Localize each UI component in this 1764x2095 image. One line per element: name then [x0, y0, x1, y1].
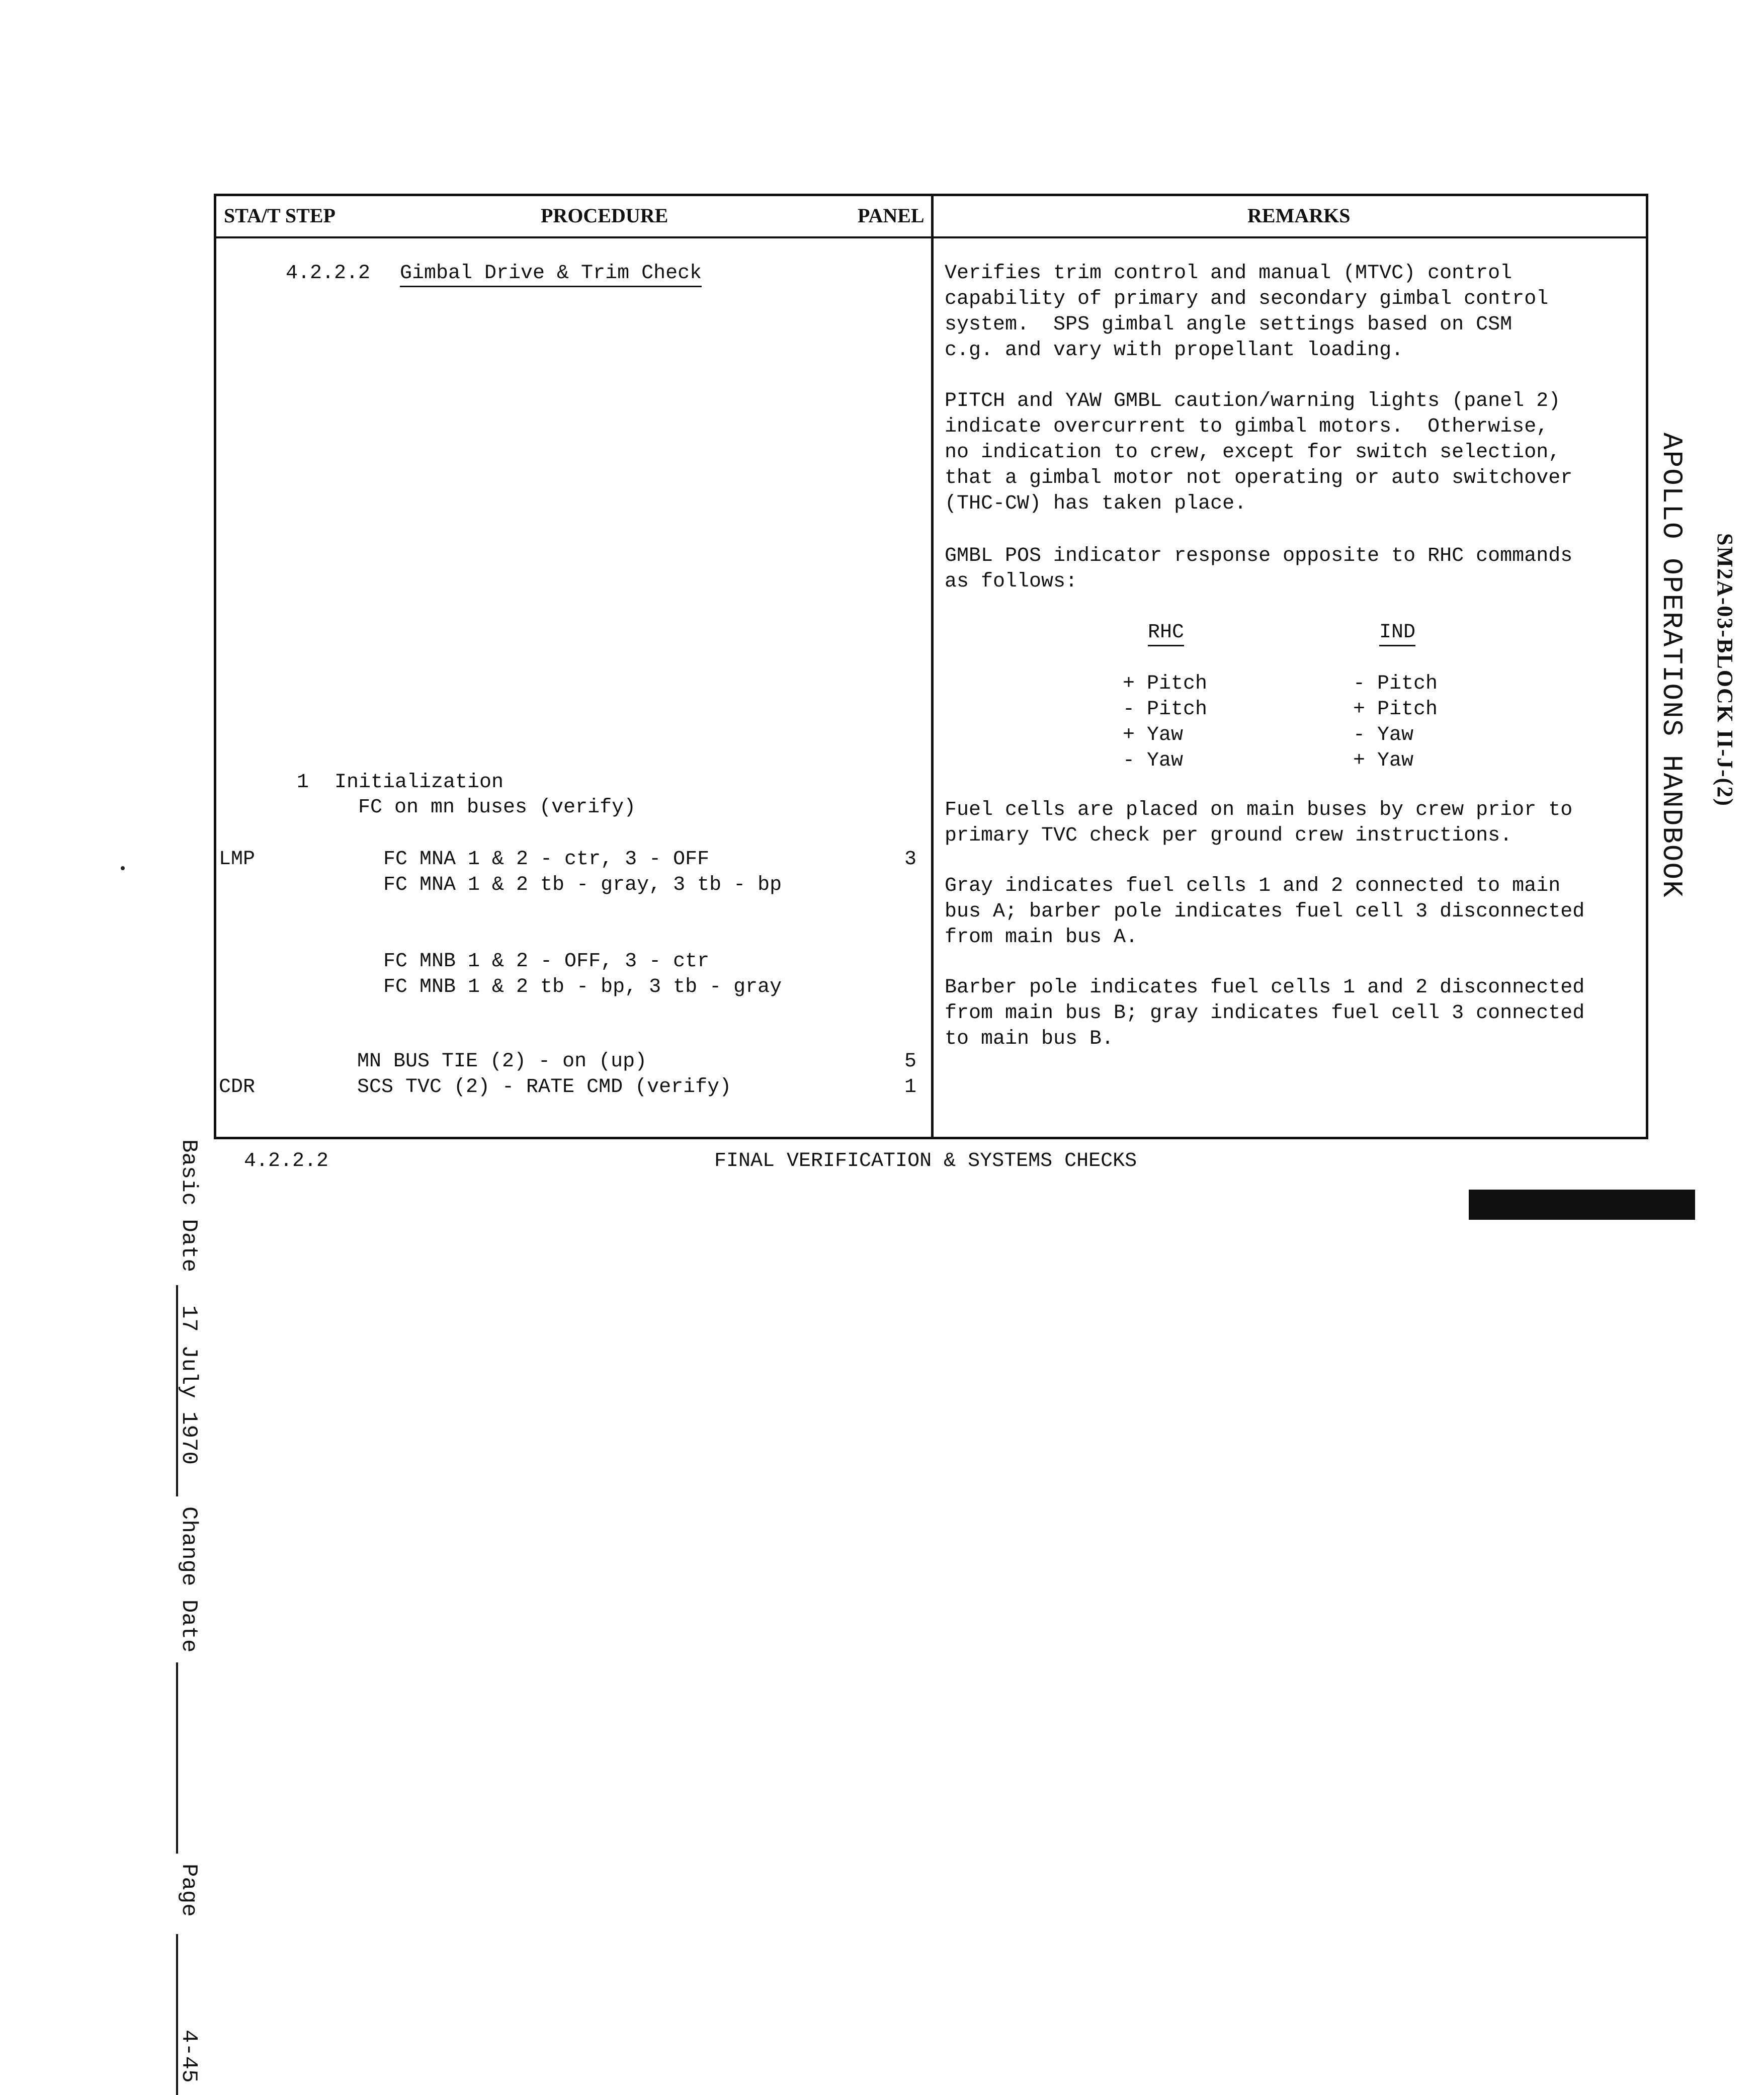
basic-date-label: Basic Date [176, 1139, 201, 1273]
rhc-value: - Yaw [1123, 749, 1184, 772]
procedure-line: MN BUS TIE (2) - on (up) [357, 1050, 647, 1073]
remarks-paragraph-3 [945, 543, 1572, 595]
remarks-line: Barber pole indicates fuel cells 1 and 2 disconnected [945, 976, 1585, 999]
column-divider [931, 194, 934, 1139]
section-title-text: Gimbal Drive & Trim Check [400, 262, 702, 287]
remarks-paragraph-1 [945, 261, 1548, 363]
ind-value: - Yaw [1353, 724, 1414, 746]
rhc-header [1148, 620, 1184, 645]
right-margin-titles [1647, 433, 1743, 936]
step-number: 1 [297, 771, 309, 794]
step-title: Initialization [334, 771, 504, 794]
remarks-line: as follows: [945, 570, 1078, 593]
ind-header-text: IND [1379, 621, 1415, 646]
remarks-line: that a gimbal motor not operating or auto switchover [945, 467, 1573, 489]
procedure-line: FC MNB 1 & 2 - OFF, 3 - ctr [383, 950, 710, 973]
page-label: Page [176, 1864, 201, 1917]
rhc-header-text: RHC [1148, 621, 1184, 646]
header-panel: PANEL [858, 204, 925, 227]
remarks-line: Gray indicates fuel cells 1 and 2 connected to main [945, 875, 1561, 897]
header-sta-step: STA/T STEP [224, 204, 335, 227]
header-remarks: REMARKS [1247, 204, 1351, 227]
remarks-line: primary TVC check per ground crew instructions. [945, 824, 1513, 847]
remarks-line: Fuel cells are placed on main buses by crew prior to [945, 799, 1573, 821]
redaction-bar [1469, 1190, 1695, 1220]
stray-mark [121, 866, 125, 870]
procedure-line: FC MNA 1 & 2 - ctr, 3 - OFF [383, 848, 710, 871]
remarks-line: system. SPS gimbal angle settings based on CSM [945, 313, 1513, 336]
remarks-line: indicate overcurrent to gimbal motors. Otherwise, [945, 415, 1549, 438]
ind-header [1379, 620, 1415, 645]
procedure-line: FC MNA 1 & 2 tb - gray, 3 tb - bp [383, 874, 782, 896]
change-date-label: Change Date [176, 1506, 201, 1653]
procedure-line: FC on mn buses (verify) [358, 796, 636, 819]
rhc-value: - Pitch [1123, 698, 1208, 721]
section-number: 4.2.2.2 [286, 262, 371, 285]
remarks-line: capability of primary and secondary gimbal control [945, 288, 1549, 310]
remarks-line: to main bus B. [945, 1028, 1114, 1050]
ind-value: + Pitch [1353, 698, 1438, 721]
remarks-line: (THC-CW) has taken place. [945, 492, 1247, 515]
panel-number: 3 [904, 848, 917, 871]
station-label: LMP [219, 848, 256, 871]
ind-value: + Yaw [1353, 749, 1414, 772]
station-label: CDR [219, 1076, 256, 1099]
basic-date-value: 17 July 1970 [176, 1305, 201, 1465]
remarks-paragraph-5 [945, 873, 1584, 950]
rhc-value: + Yaw [1123, 724, 1184, 746]
remarks-line: Verifies trim control and manual (MTVC) control [945, 262, 1513, 285]
remarks-line: bus A; barber pole indicates fuel cell 3 disconnected [945, 900, 1585, 923]
rhc-value: + Pitch [1123, 673, 1208, 695]
header-procedure: PROCEDURE [541, 204, 668, 227]
remarks-paragraph-4 [945, 797, 1572, 849]
remarks-line: c.g. and vary with propellant loading. [945, 339, 1404, 362]
footer-title: FINAL VERIFICATION & SYSTEMS CHECKS [714, 1150, 1137, 1172]
page-value: 4-45 [176, 2030, 201, 2083]
left-margin-dates [166, 1139, 206, 2095]
remarks-line: no indication to crew, except for switch selection, [945, 441, 1561, 464]
remarks-line: GMBL POS indicator response opposite to RHC commands [945, 545, 1573, 567]
handbook-title: APOLLO OPERATIONS HANDBOOK [1655, 433, 1688, 898]
section-title [400, 261, 702, 286]
remarks-paragraph-6 [945, 975, 1584, 1052]
procedure-line: FC MNB 1 & 2 tb - bp, 3 tb - gray [383, 976, 782, 998]
panel-number: 1 [904, 1076, 917, 1099]
remarks-line: from main bus B; gray indicates fuel cell 3 connected [945, 1002, 1585, 1025]
header-rule [214, 236, 1648, 238]
panel-number: 5 [904, 1050, 917, 1073]
remarks-line: PITCH and YAW GMBL caution/warning lights (panel 2) [945, 390, 1561, 412]
document-id: SM2A-03-BLOCK II-J-(2) [1713, 533, 1737, 807]
remarks-paragraph-2 [945, 388, 1572, 517]
remarks-line: from main bus A. [945, 926, 1138, 949]
procedure-line: SCS TVC (2) - RATE CMD (verify) [357, 1076, 732, 1099]
ind-value: - Pitch [1353, 673, 1438, 695]
footer-section-ref: 4.2.2.2 [244, 1150, 329, 1172]
change-date-rule [176, 1662, 178, 1854]
